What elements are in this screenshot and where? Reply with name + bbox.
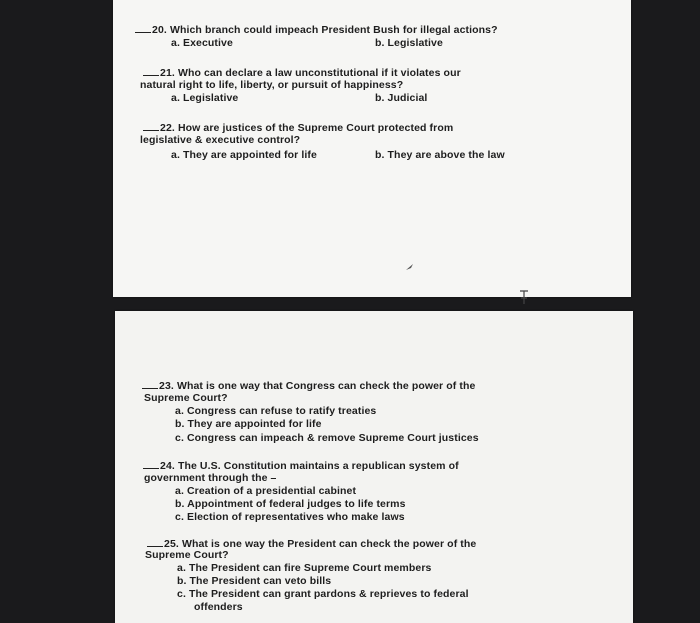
question-22: 22. How are justices of the Supreme Court protected from [143,121,453,134]
text-cursor-icon [518,290,530,304]
q23-option-a: a. Congress can refuse to ratify treaties [175,405,377,417]
mouse-pointer-icon [405,263,415,271]
q23-option-b: b. They are appointed for life [175,418,322,430]
q24-line2: government through the – [144,472,277,484]
q24-option-b: b. Appointment of federal judges to life terms [175,498,406,510]
answer-blank[interactable] [142,379,158,389]
q24-option-a: a. Creation of a presidential cabinet [175,485,357,497]
q25-option-c: c. The President can grant pardons & reprieves to federal [177,588,469,600]
answer-blank[interactable] [135,23,151,33]
answer-blank[interactable] [143,459,159,469]
answer-blank[interactable] [143,121,159,131]
worksheet-page-lower [115,311,633,623]
q23-option-c: c. Congress can impeach & remove Supreme Court justices [175,432,479,444]
answer-blank[interactable] [147,537,163,547]
q23-line2: Supreme Court? [144,392,228,404]
worksheet-page-upper [113,0,631,297]
q21-option-b: b. Judicial [375,92,428,104]
q25-option-b: b. The President can veto bills [177,575,332,587]
question-25: 25. What is one way the President can check the power of the [147,537,476,550]
question-23: 23. What is one way that Congress can check the power of the [142,379,475,392]
q20-option-b: b. Legislative [375,37,443,49]
q25-option-a: a. The President can fire Supreme Court members [177,562,432,574]
q25-line2: Supreme Court? [145,549,229,561]
q24-option-c: c. Election of representatives who make laws [175,511,405,523]
question-21: 21. Who can declare a law unconstitutional if it violates our [143,66,461,79]
question-20: 20. Which branch could impeach President Bush for illegal actions? [135,23,498,36]
answer-blank[interactable] [143,66,159,76]
question-24: 24. The U.S. Constitution maintains a republican system of [143,459,459,472]
q22-option-b: b. They are above the law [375,149,505,161]
q22-line2: legislative & executive control? [140,134,301,146]
q22-option-a: a. They are appointed for life [171,149,317,161]
q21-option-a: a. Legislative [171,92,239,104]
q21-line2: natural right to life, liberty, or pursuit of happiness? [140,79,404,91]
q25-option-c-continuation: offenders [194,601,243,613]
q20-option-a: a. Executive [171,37,233,49]
